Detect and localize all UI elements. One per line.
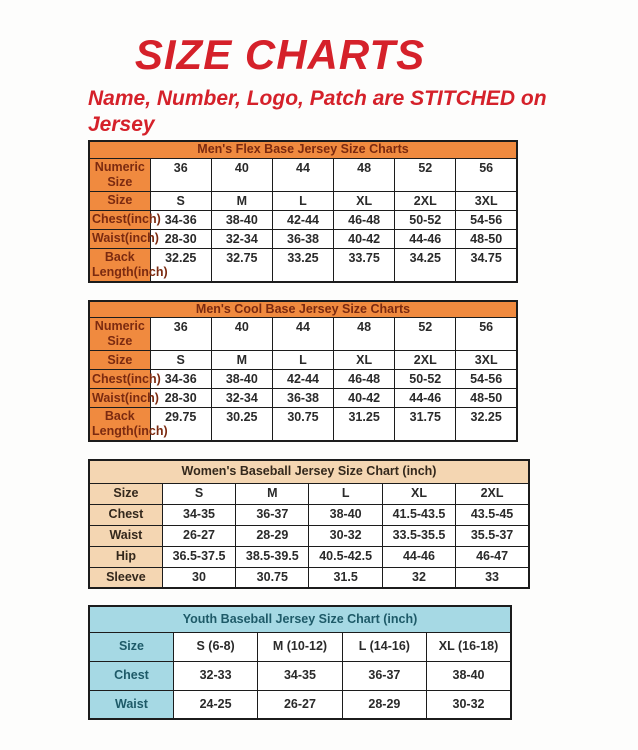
table-row	[89, 318, 517, 351]
table-title-row	[89, 606, 511, 632]
size-value-cell: 28-29	[236, 525, 309, 546]
size-value-cell: 24-25	[173, 690, 257, 719]
womens-baseball-table-title: Women's Baseball Jersey Size Chart (inch)	[89, 460, 529, 483]
size-value-cell: 34-36	[150, 210, 211, 229]
size-value-cell: 41.5-43.5	[382, 504, 455, 525]
youth-baseball-table-title: Youth Baseball Jersey Size Chart (inch)	[89, 606, 511, 632]
size-value-cell: 38-40	[427, 661, 511, 690]
row-label: Waist(inch)	[89, 229, 150, 248]
row-label: Waist	[89, 690, 173, 719]
row-label: Chest(inch)	[89, 210, 150, 229]
table-row	[89, 661, 511, 690]
row-label: Sleeve	[89, 567, 162, 588]
size-value-cell: 52	[395, 158, 456, 191]
table-title-row	[89, 460, 529, 483]
size-value-cell: 30	[162, 567, 235, 588]
size-value-cell: 32-34	[211, 389, 272, 408]
size-value-cell: 32	[382, 567, 455, 588]
size-value-cell: 30-32	[309, 525, 382, 546]
size-value-cell: 42-44	[272, 210, 333, 229]
size-value-cell: 38.5-39.5	[236, 546, 309, 567]
size-value-cell: 38-40	[309, 504, 382, 525]
table-row	[89, 690, 511, 719]
table-title-row	[89, 301, 517, 318]
row-label: Waist(inch)	[89, 389, 150, 408]
size-value-cell: 36	[150, 318, 211, 351]
row-label: Back Length(inch)	[89, 248, 150, 282]
size-value-cell: 34-35	[258, 661, 342, 690]
row-label: Back Length(inch)	[89, 408, 150, 442]
size-value-cell: 34-36	[150, 370, 211, 389]
table-row	[89, 229, 517, 248]
size-value-cell: 32-33	[173, 661, 257, 690]
size-value-cell: 32.25	[456, 408, 517, 442]
size-value-cell: 40	[211, 318, 272, 351]
size-value-cell: 29.75	[150, 408, 211, 442]
size-value-cell: 32-34	[211, 229, 272, 248]
size-value-cell: 34.25	[395, 248, 456, 282]
size-value-cell: 26-27	[258, 690, 342, 719]
size-value-cell: 36-37	[236, 504, 309, 525]
size-value-cell: L	[272, 191, 333, 210]
size-value-cell: 34.75	[456, 248, 517, 282]
size-value-cell: 56	[456, 158, 517, 191]
size-value-cell: 46-48	[334, 370, 395, 389]
size-value-cell: 54-56	[456, 210, 517, 229]
size-value-cell: 48	[334, 158, 395, 191]
size-value-cell: M	[211, 191, 272, 210]
size-value-cell: 40-42	[334, 229, 395, 248]
table-row	[89, 351, 517, 370]
table-row	[89, 483, 529, 504]
mens-cool-base-size-table	[88, 300, 518, 443]
size-value-cell: 26-27	[162, 525, 235, 546]
size-value-cell: 50-52	[395, 370, 456, 389]
table-row	[89, 248, 517, 282]
womens-baseball-size-table	[88, 459, 530, 589]
size-value-cell: 35.5-37	[456, 525, 529, 546]
size-value-cell: 3XL	[456, 191, 517, 210]
size-value-cell: 40	[211, 158, 272, 191]
row-label: Numeric Size	[89, 158, 150, 191]
size-value-cell: L	[272, 351, 333, 370]
size-value-cell: 36-38	[272, 389, 333, 408]
youth-baseball-size-table	[88, 605, 512, 720]
size-value-cell: 33	[456, 567, 529, 588]
size-value-cell: 42-44	[272, 370, 333, 389]
size-value-cell: 36-37	[342, 661, 426, 690]
size-value-cell: 44	[272, 318, 333, 351]
size-value-cell: 48-50	[456, 229, 517, 248]
size-value-cell: 30-32	[427, 690, 511, 719]
size-value-cell: 30.75	[272, 408, 333, 442]
size-value-cell: L (14-16)	[342, 632, 426, 661]
size-value-cell: 38-40	[211, 210, 272, 229]
table-row	[89, 632, 511, 661]
mens-flex-base-size-table	[88, 140, 518, 283]
size-value-cell: 3XL	[456, 351, 517, 370]
size-value-cell: XL	[334, 351, 395, 370]
row-label: Chest	[89, 661, 173, 690]
table-row	[89, 567, 529, 588]
size-value-cell: XL (16-18)	[427, 632, 511, 661]
size-value-cell: M (10-12)	[258, 632, 342, 661]
size-tables-container	[88, 140, 530, 720]
row-label: Numeric Size	[89, 318, 150, 351]
size-value-cell: 34-35	[162, 504, 235, 525]
size-value-cell: 2XL	[395, 351, 456, 370]
size-value-cell: L	[309, 483, 382, 504]
size-value-cell: 28-30	[150, 229, 211, 248]
size-value-cell: 40-42	[334, 389, 395, 408]
size-value-cell: M	[236, 483, 309, 504]
row-label: Size	[89, 191, 150, 210]
size-value-cell: 46-48	[334, 210, 395, 229]
row-label: Chest	[89, 504, 162, 525]
size-value-cell: 33.75	[334, 248, 395, 282]
size-value-cell: S	[150, 351, 211, 370]
size-value-cell: 33.5-35.5	[382, 525, 455, 546]
table-row	[89, 525, 529, 546]
table-title-row	[89, 141, 517, 158]
mens-cool-base-table-title: Men's Cool Base Jersey Size Charts	[89, 301, 517, 318]
page-subtitle: Name, Number, Logo, Patch are STITCHED on Jersey	[88, 87, 547, 136]
size-value-cell: 50-52	[395, 210, 456, 229]
table-row	[89, 408, 517, 442]
row-label: Chest(inch)	[89, 370, 150, 389]
size-value-cell: 44-46	[395, 229, 456, 248]
row-label: Waist	[89, 525, 162, 546]
size-value-cell: 44	[272, 158, 333, 191]
table-row	[89, 546, 529, 567]
size-value-cell: 31.25	[334, 408, 395, 442]
size-value-cell: 2XL	[456, 483, 529, 504]
table-row	[89, 370, 517, 389]
row-label: Size	[89, 483, 162, 504]
row-label: Size	[89, 351, 150, 370]
size-value-cell: 36	[150, 158, 211, 191]
size-value-cell: 40.5-42.5	[309, 546, 382, 567]
size-value-cell: S	[162, 483, 235, 504]
table-row	[89, 389, 517, 408]
size-value-cell: 33.25	[272, 248, 333, 282]
row-label: Size	[89, 632, 173, 661]
size-value-cell: 30.75	[236, 567, 309, 588]
size-value-cell: 31.5	[309, 567, 382, 588]
size-value-cell: XL	[334, 191, 395, 210]
size-value-cell: 28-29	[342, 690, 426, 719]
table-row	[89, 210, 517, 229]
row-label: Hip	[89, 546, 162, 567]
table-row	[89, 504, 529, 525]
size-value-cell: S	[150, 191, 211, 210]
size-value-cell: 52	[395, 318, 456, 351]
size-value-cell: 2XL	[395, 191, 456, 210]
size-value-cell: 44-46	[395, 389, 456, 408]
size-value-cell: 44-46	[382, 546, 455, 567]
size-value-cell: S (6-8)	[173, 632, 257, 661]
mens-flex-base-table-title: Men's Flex Base Jersey Size Charts	[89, 141, 517, 158]
size-value-cell: 38-40	[211, 370, 272, 389]
size-value-cell: 43.5-45	[456, 504, 529, 525]
size-value-cell: 31.75	[395, 408, 456, 442]
size-value-cell: 32.25	[150, 248, 211, 282]
size-value-cell: 56	[456, 318, 517, 351]
size-value-cell: 54-56	[456, 370, 517, 389]
size-value-cell: M	[211, 351, 272, 370]
size-value-cell: 46-47	[456, 546, 529, 567]
size-value-cell: 30.25	[211, 408, 272, 442]
size-value-cell: 36.5-37.5	[162, 546, 235, 567]
size-value-cell: 32.75	[211, 248, 272, 282]
size-value-cell: 36-38	[272, 229, 333, 248]
page-title: SIZE CHARTS	[134, 31, 426, 78]
size-value-cell: XL	[382, 483, 455, 504]
size-value-cell: 48	[334, 318, 395, 351]
table-row	[89, 158, 517, 191]
size-value-cell: 48-50	[456, 389, 517, 408]
table-row	[89, 191, 517, 210]
size-value-cell: 28-30	[150, 389, 211, 408]
